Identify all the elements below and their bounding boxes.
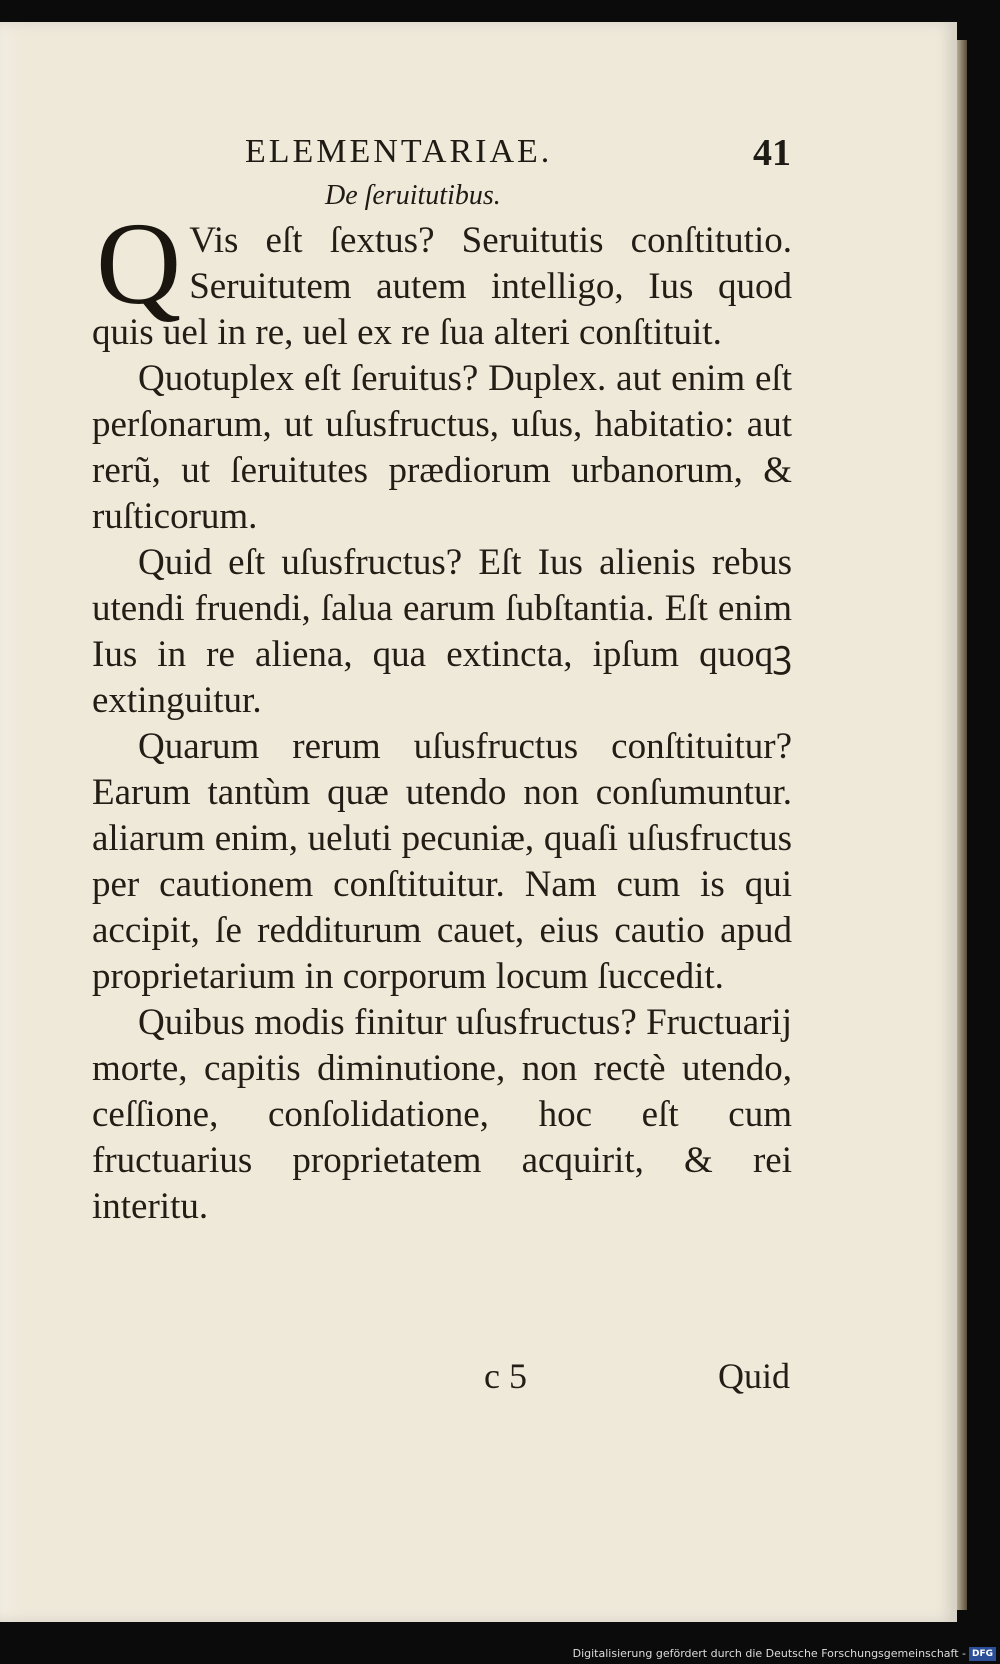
drop-cap: Q (96, 198, 182, 329)
page-header (245, 107, 805, 174)
page-number: 41 (753, 132, 791, 174)
signature-mark: c 5 (484, 1356, 527, 1396)
paragraph-text: Quibus modis finitur uſusfructus? Fructuarij morte, capitis diminutione, non rectè utendo, ceſſione, conſolidatione, hoc eſt cum fructuarius proprietatem acquirit, & rei interitu. (92, 1002, 792, 1227)
paragraph-text: Quotuplex eſt ſeruitus? Duplex. aut enim eſt perſonarum, ut uſusfructus, uſus, habitatio: aut rerũ, ut ſeruitutes prædiorum urbanorum, & ruſticorum. (92, 358, 792, 537)
paragraph-3 (92, 540, 792, 724)
body-text (92, 198, 792, 1230)
paragraph-text: Vis eſt ſextus? Seruitutis conſtitutio. Seruitutem autem intelligo, Ius quod quis uel in re, uel ex re ſua alteri conſtituit. (92, 220, 792, 353)
paragraph-2 (92, 356, 792, 540)
page-footer (470, 1355, 790, 1405)
running-title: ELEMENTARIAE. (245, 133, 553, 170)
page-edge (957, 40, 967, 1610)
paragraph-text: Quid eſt uſusfructus? Eſt Ius alienis rebus utendi fruendi, ſalua earum ſubſtantia. Eſt enim Ius in re aliena, qua extincta, ipſum quoqꝫ extinguitur. (92, 542, 792, 721)
paragraph-text: Quarum rerum uſusfructus conſtituitur? Earum tantùm quæ utendo non conſumuntur. aliarum enim, ueluti pecuniæ, quaſi uſusfructus per cautionem conſtituitur. Nam cum is qui accipit, ſe redditurum cauet, eius cautio apud proprietarium in corporum locum ſuccedit. (92, 726, 792, 997)
dfg-logo-icon: DFG (969, 1647, 996, 1661)
paragraph-5 (92, 1000, 792, 1230)
paragraph-4 (92, 724, 792, 1000)
catchword: Quid (718, 1356, 790, 1396)
credit-text: Digitalisierung gefördert durch die Deutsche Forschungsgemeinschaft - (572, 1647, 966, 1660)
digitization-credit-bar (0, 1644, 1000, 1664)
paragraph-1 (92, 198, 792, 356)
section-heading: De ſeruitutibus. (325, 180, 501, 211)
